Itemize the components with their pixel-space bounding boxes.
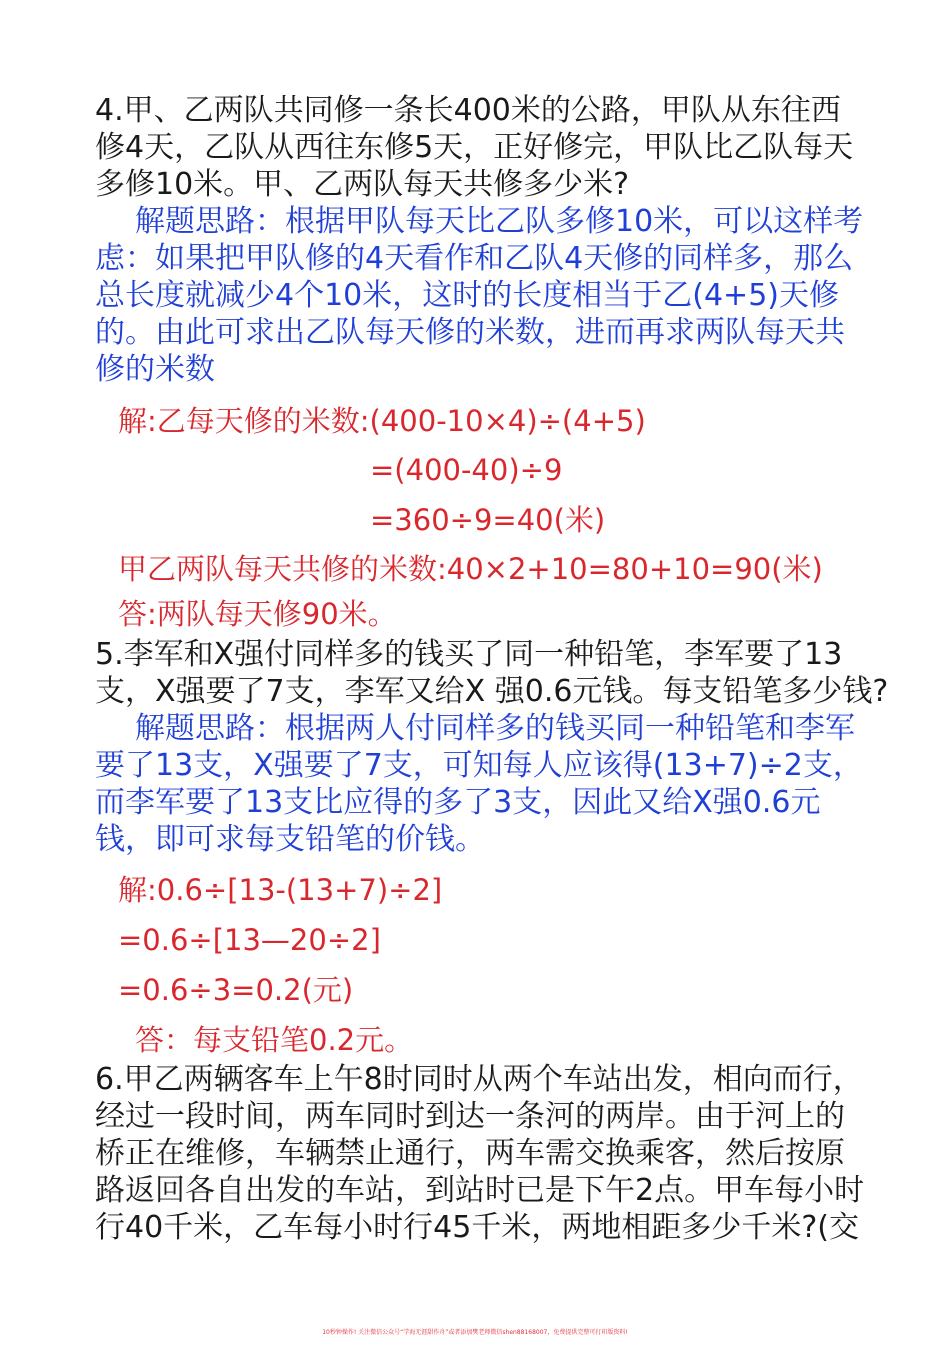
p5-solution-line-3: =0.6÷3=0.2(元) <box>118 973 354 1007</box>
p4-solution-line-1: 解:乙每天修的米数:(400-10×4)÷(4+5) <box>118 404 646 438</box>
p4-solution-line-2: =(400-40)÷9 <box>370 453 563 487</box>
p6-question-line-1: 6.甲乙两辆客车上午8时同时从两个车站出发，相向而行， <box>95 1062 863 1097</box>
p4-solution-line-4: 甲乙两队每天共修的米数:40×2+10=80+10=90(米) <box>118 552 823 586</box>
p5-solution-line-1: 解:0.6÷[13-(13+7)÷2] <box>118 873 443 907</box>
p5-question-line-1: 5.李军和X强付同样多的钱买了同一种铅笔，李军要了13 <box>95 637 843 672</box>
p4-hint-line-4: 的。由此可求出乙队每天修的米数，进而再求两队每天共 <box>95 315 845 350</box>
p6-question-line-4: 路返回各自出发的车站，到站时已是下午2点。甲车每小时 <box>95 1173 865 1208</box>
p5-answer: 答：每支铅笔0.2元。 <box>135 1023 414 1057</box>
p5-hint-line-4: 钱，即可求每支铅笔的价钱。 <box>95 822 485 857</box>
p4-solution-line-3: =360÷9=40(米) <box>370 503 606 537</box>
p4-question-line-1: 4.甲、乙两队共同修一条长400米的公路，甲队从东往西 <box>95 93 841 128</box>
p4-hint-line-3: 总长度就减少4个10米，这时的长度相当于乙(4+5)天修 <box>95 278 839 313</box>
p4-hint-line-1: 解题思路：根据甲队每天比乙队多修10米，可以这样考 <box>135 204 864 239</box>
p4-hint-line-5: 修的米数 <box>95 352 215 387</box>
p4-hint-line-2: 虑：如果把甲队修的4天看作和乙队4天修的同样多，那么 <box>95 241 854 276</box>
p5-solution-line-2: =0.6÷[13—20÷2] <box>118 923 381 957</box>
p5-hint-line-2: 要了13支，X强要了7支，可知每人应该得(13+7)÷2支， <box>95 748 863 783</box>
p6-question-line-3: 桥正在维修，车辆禁止通行，两车需交换乘客，然后按原 <box>95 1136 845 1171</box>
p4-question-line-2: 修4天，乙队从西往东修5天，正好修完，甲队比乙队每天 <box>95 130 854 165</box>
p5-hint-line-1: 解题思路：根据两人付同样多的钱买同一种铅笔和李军 <box>135 711 855 746</box>
footer-notice: 10秒钟操作! 关注微信公众号“学海无涯甜作舟”或者添加樊老师微信shen88168007，免费提供完整可打印版资料! <box>322 1329 628 1336</box>
p6-question-line-5: 行40千米，乙车每小时行45千米，两地相距多少千米?(交 <box>95 1210 859 1245</box>
p5-hint-line-3: 而李军要了13支比应得的多了3支，因此又给X强0.6元 <box>95 785 821 820</box>
p5-question-line-2: 支，X强要了7支，李军又给X 强0.6元钱。每支铅笔多少钱? <box>95 674 889 709</box>
p4-question-line-3: 多修10米。甲、乙两队每天共修多少米? <box>95 167 630 202</box>
p4-answer: 答:两队每天修90米。 <box>118 597 397 631</box>
p6-question-line-2: 经过一段时间，两车同时到达一条河的两岸。由于河上的 <box>95 1099 845 1134</box>
